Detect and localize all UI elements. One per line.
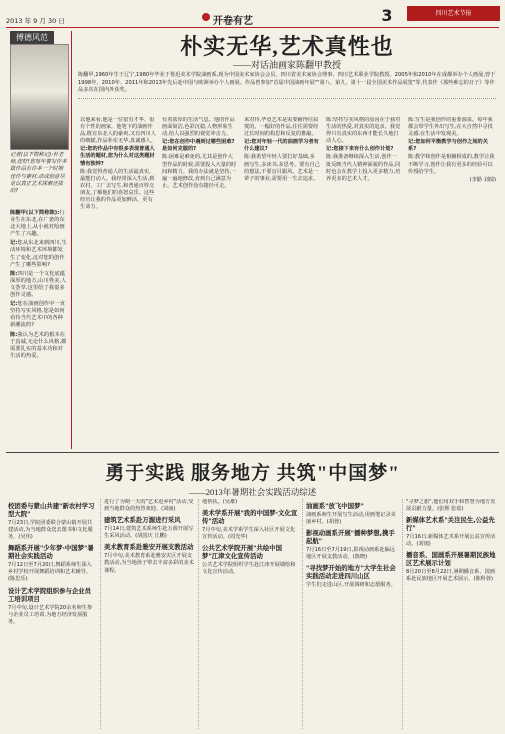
item-heading: 建筑艺术系赴万源进行采风	[104, 516, 181, 525]
item-heading: 新媒体艺术系"关注民生,公益先行"	[406, 516, 495, 533]
item-heading: "寻找梦开始的地方"大学生社会实践活动走进四川山区	[306, 564, 396, 581]
article-column: 陈:坚持写实风格的原因在于我对生活的热爱,对真实的追求。我觉得只有真实的东西才能长久地打动人心。 记:您接下来有什么创作计划? 陈:我准备继续深入生活,创作一批反映当代人精神面貌的作品,同时也会在教学上投入更多精力,培养更多的艺术人才。	[326, 117, 401, 182]
item-heading: 美术学系开展"我的中国梦·文化宣传"活动	[202, 509, 298, 526]
item-heading: 公共艺术学院开展"共绘中国梦"江津文化宣传活动	[202, 544, 283, 561]
item-heading: 播音系、国画系开展暑期民族地区艺术展示计划	[406, 551, 496, 568]
report-column: 进行了为期一天的"艺术进乡村"活动,受到当地群众的热烈欢迎。(刘丽) 建筑艺术系赴万源进行采风 7月14日,建筑艺术系师生赴万源开展写生采风活动。(胡国庆 江鹏) 美术教育系赴雅安开展支教活动 7月中旬,美术教育系赴雅安灾区开展支教活动,为当地孩子带去丰富多彩的美术课程。	[104, 499, 194, 574]
qa-item: 记:您在油画创作中一直坚持写实风格,您是如何看待当代艺术中的各种新潮流的?	[10, 301, 66, 329]
column-tag: 傅德风范	[10, 31, 54, 44]
article-author: (李勤 刘瑞)	[469, 176, 496, 183]
item-heading: 舞蹈系开展"少年梦·中国梦"暑期社会实践活动	[8, 544, 94, 561]
column-divider	[198, 499, 199, 729]
article-column: 来对待,毕竟艺术是需要耐得住寂寞的。一幅好的作品,往往需要经过长时间的构思和反复的推敲。 记:您对年轻一代的油画学习者有什么建议? 陈:我希望年轻人要打好基础,多画写生,多读书,多思考。要有自己的想法,不要盲目跟风。艺术是一辈子的事业,需要用一生去追求。	[244, 117, 320, 182]
page-number: 3	[381, 6, 393, 25]
column-divider	[402, 499, 403, 729]
report-title: 勇于实践 服务地方 共筑"中国梦"	[105, 463, 400, 484]
article-title: 朴实无华,艺术真性也	[180, 34, 394, 59]
section-separator	[6, 452, 499, 453]
report-column: 油画系"放飞中国梦" 油画系师生开展写生活动,用画笔记录美丽乡村。(胡蓉) 影视动画系开展"播种梦想,携手起航" 7月16日至7月19日,影视动画系赴偏远地区开展支教活动。(陈晓) "寻找梦开始的地方"大学生社会实践活动走进四川山区 学生们走进山区,开展调研和志愿服务。	[306, 499, 398, 729]
column-divider	[302, 499, 303, 729]
column-name: 开卷有艺	[213, 12, 253, 27]
newspaper-logo: 四川艺术节报	[407, 6, 500, 21]
item-heading: 影视动画系开展"播种梦想,携手起航"	[306, 529, 395, 546]
photo-caption: 记者(以下简称记):朴老师,您好!您每年要写作多篇作品有许多一个时期佳作与素材,动成创意尽足以真正艺术探索还拔的?	[10, 152, 67, 195]
report-column: "寻梦之旅",他们用双手和智慧为地方发展贡献力量。(张熙 张瑶) 新媒体艺术系"关注民生,公益先行" 7月16日,新媒体艺术系开展公益宣传活动。(刘雨) 播音系、国画系开展暑期民族地区艺术展示计划 8月20日至8月22日,暑期播音系、国画系赴民族地区开展艺术展示。(陈科蓉)	[406, 499, 498, 729]
issue-date: 2013 年 9 月 30 日	[6, 17, 65, 25]
column-divider	[100, 499, 101, 729]
left-qa-column	[10, 210, 67, 362]
qa-item: 陈翻甲(以下简称陈):行业生在东北,在广袤的东北大地上,从小就对绘画产生了兴趣。	[10, 210, 65, 238]
item-heading: 油画系"放飞中国梦"	[306, 502, 364, 510]
article-column: 以他来看,他是一位很有才华、很有个性的画家。他笔下的油画作品,既有东北人的豪爽,又有四川人的细腻,作品朴实无华,真诚感人。 记:您的作品中有很多表现普通人生活的题材,您为什么对这类题材情有独钟? 陈:我觉得普通人的生活最真实,最能打动人。我经常深入生活,到农村、工厂去写生,和普通百姓交朋友,了解他们的喜怒哀乐。这些经历让我的作品更加鲜活、更有生命力。	[80, 117, 156, 211]
article-column: 陈:写生是我创作的重要源泉。每年我都会带学生外出写生,在大自然中寻找灵感,在生活中发现美。 记:您如何平衡教学与创作之间的关系? 陈:教学和创作是相辅相成的,教学让我不断学习,创作让我有更多的经验可以传授给学生。 (李勤 刘瑞)	[408, 117, 496, 183]
column-divider	[71, 31, 72, 449]
article-column: 有着浓厚的生活气息。他的作品画面简洁,色彩沉稳,人物形象生动,给人以强烈的视觉冲击力。 记:您在创作中遇到过哪些困难?是如何克服的? 陈:困难是难免的,尤其是创作大型作品的时候,需要投入大量的时间和精力。我的办法就是坚持,一遍一遍地修改,直到自己满意为止。艺术创作没有捷径可走。	[162, 117, 237, 189]
artist-photo	[10, 44, 69, 150]
article-subtitle: ——对话油画家陈翻甲教授	[232, 60, 341, 70]
item-heading: 校团委与蒙山共建"新农村学习型大院"	[8, 502, 95, 518]
header-rule	[6, 27, 499, 28]
item-heading: 美术教育系赴雅安开展支教活动	[104, 543, 194, 552]
item-heading: 设计艺术学院组织参与企业员工培训项目	[8, 586, 92, 603]
qa-item: 陈:我认为艺术的根本在于真诚,无论什么风格,都需要扎实的基本功和对生活的热爱。	[10, 331, 67, 359]
qa-item: 记:您从东北来到四川,生活环境和艺术环境都发生了变化,这对您的创作产生了哪些影响?	[10, 240, 67, 268]
report-subtitle: ——2013年暑期社会实践活动综述	[188, 487, 317, 497]
article-intro: 陈翻甲,1960年生于辽宁,1980年毕业于鲁迅美术学院油画系,现为中国美术家协会会员、四川省美术家协会理事、四川艺术职业学院教授。2005年和2010年在成都举办个人画展,曾于1998年、2010年、2011年和2013年先后赴中国与欧洲举办个人画展。作品曾参加"首届中国油画年展""第八、第九、第十一届全国美术作品展览"等,代表作《那些难忘的日子》等作品多次在国内外获奖。	[78, 72, 496, 99]
report-column: 地帮扶。(吴雄) 美术学系开展"我的中国梦·文化宣传"活动 7月中旬,美术学系学生深入社区开展文化宣传活动。(周光华) 公共艺术学院开展"共绘中国梦"江津文化宣传活动 公共艺术学院组织学生赴江津开展墙绘和文化宣传活动。	[202, 499, 298, 576]
qa-item: 陈:四川是一个文化底蕴深厚的地方,山川秀美,人文荟萃,这里给了我很多创作灵感。	[10, 270, 67, 299]
report-column: 校团委与蒙山共建"新农村学习型大院" 7月23日,学院团委联合蒙山镇开展共建活动,为当地群众送去图书和文化服务。(吴伟) 舞蹈系开展"少年梦·中国梦"暑期社会实践活动 7月12日至7月20日,舞蹈系师生深入乡村学校开展舞蹈培训和艺术辅导。(陈思乐) 设计艺术学院组织参与企业员工培训项目 7月中旬,设计艺术学院20余名师生参与企业员工培训,为地方经济发展服务。	[8, 502, 95, 625]
